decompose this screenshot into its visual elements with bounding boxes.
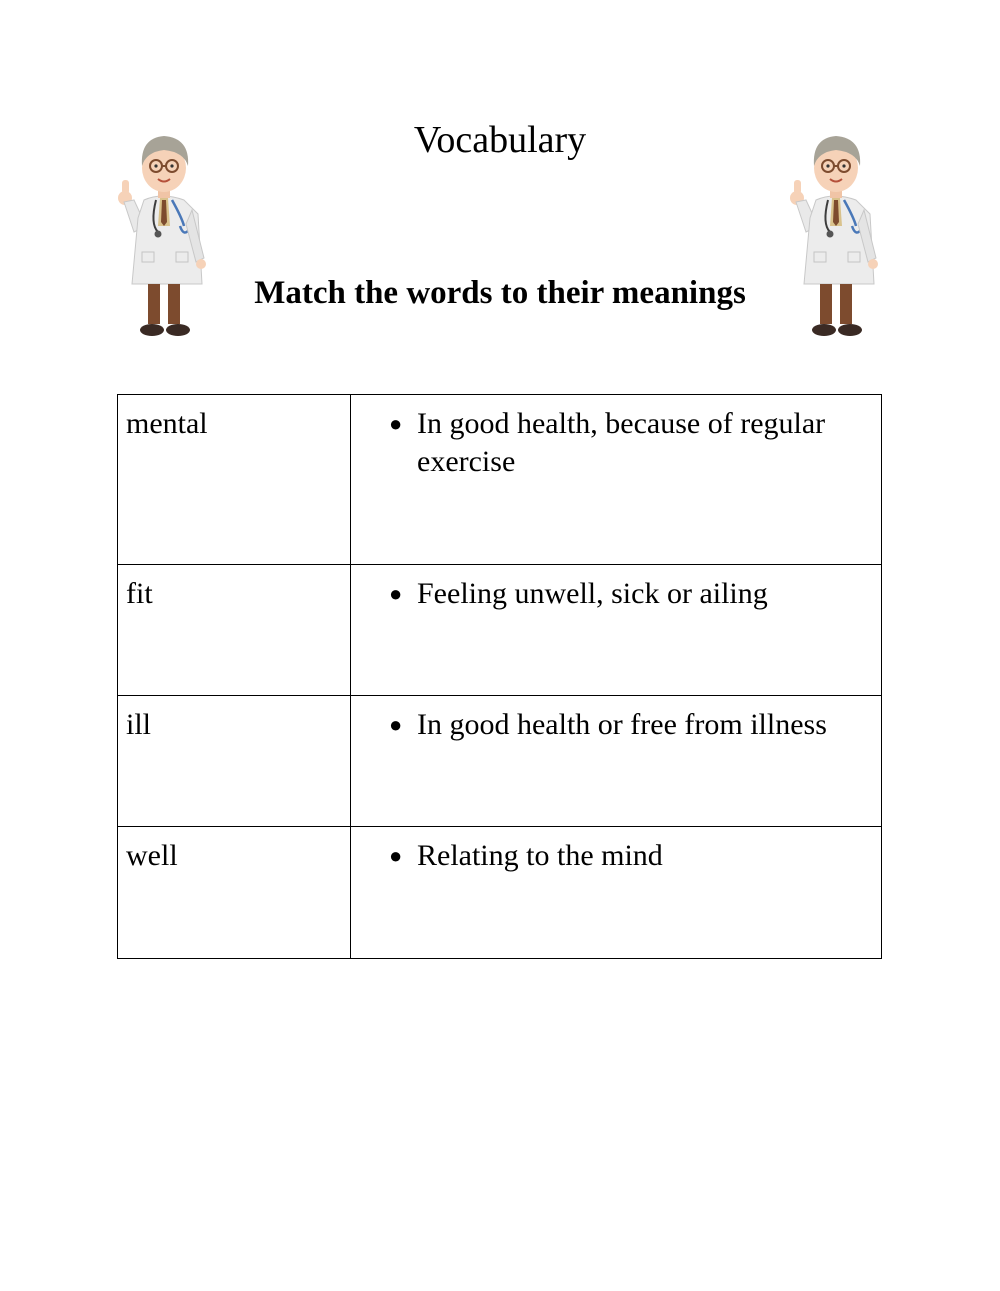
word-cell: well xyxy=(118,827,351,959)
meaning-text: In good health or free from illness xyxy=(417,708,827,741)
instruction-heading: Match the words to their meanings xyxy=(254,275,746,311)
word-cell: fit xyxy=(118,565,351,696)
meaning-cell xyxy=(351,565,882,696)
bullet-icon: ● xyxy=(389,712,403,737)
meaning-cell xyxy=(351,395,882,565)
table-row xyxy=(118,696,882,827)
meaning-cell xyxy=(351,827,882,959)
meaning-cell xyxy=(351,696,882,827)
page-title: Vocabulary xyxy=(413,119,587,161)
matching-table xyxy=(117,394,882,959)
bullet-icon: ● xyxy=(389,843,403,868)
word-cell: ill xyxy=(118,696,351,827)
meaning-text: Feeling unwell, sick or ailing xyxy=(417,577,768,610)
bullet-icon: ● xyxy=(389,411,403,436)
meaning-text: In good health, because of regular exercise xyxy=(417,407,826,478)
table-row xyxy=(118,827,882,959)
meaning-text: Relating to the mind xyxy=(417,839,663,872)
bullet-icon: ● xyxy=(389,581,403,606)
table-row xyxy=(118,565,882,696)
table-row xyxy=(118,395,882,565)
word-cell: mental xyxy=(118,395,351,565)
